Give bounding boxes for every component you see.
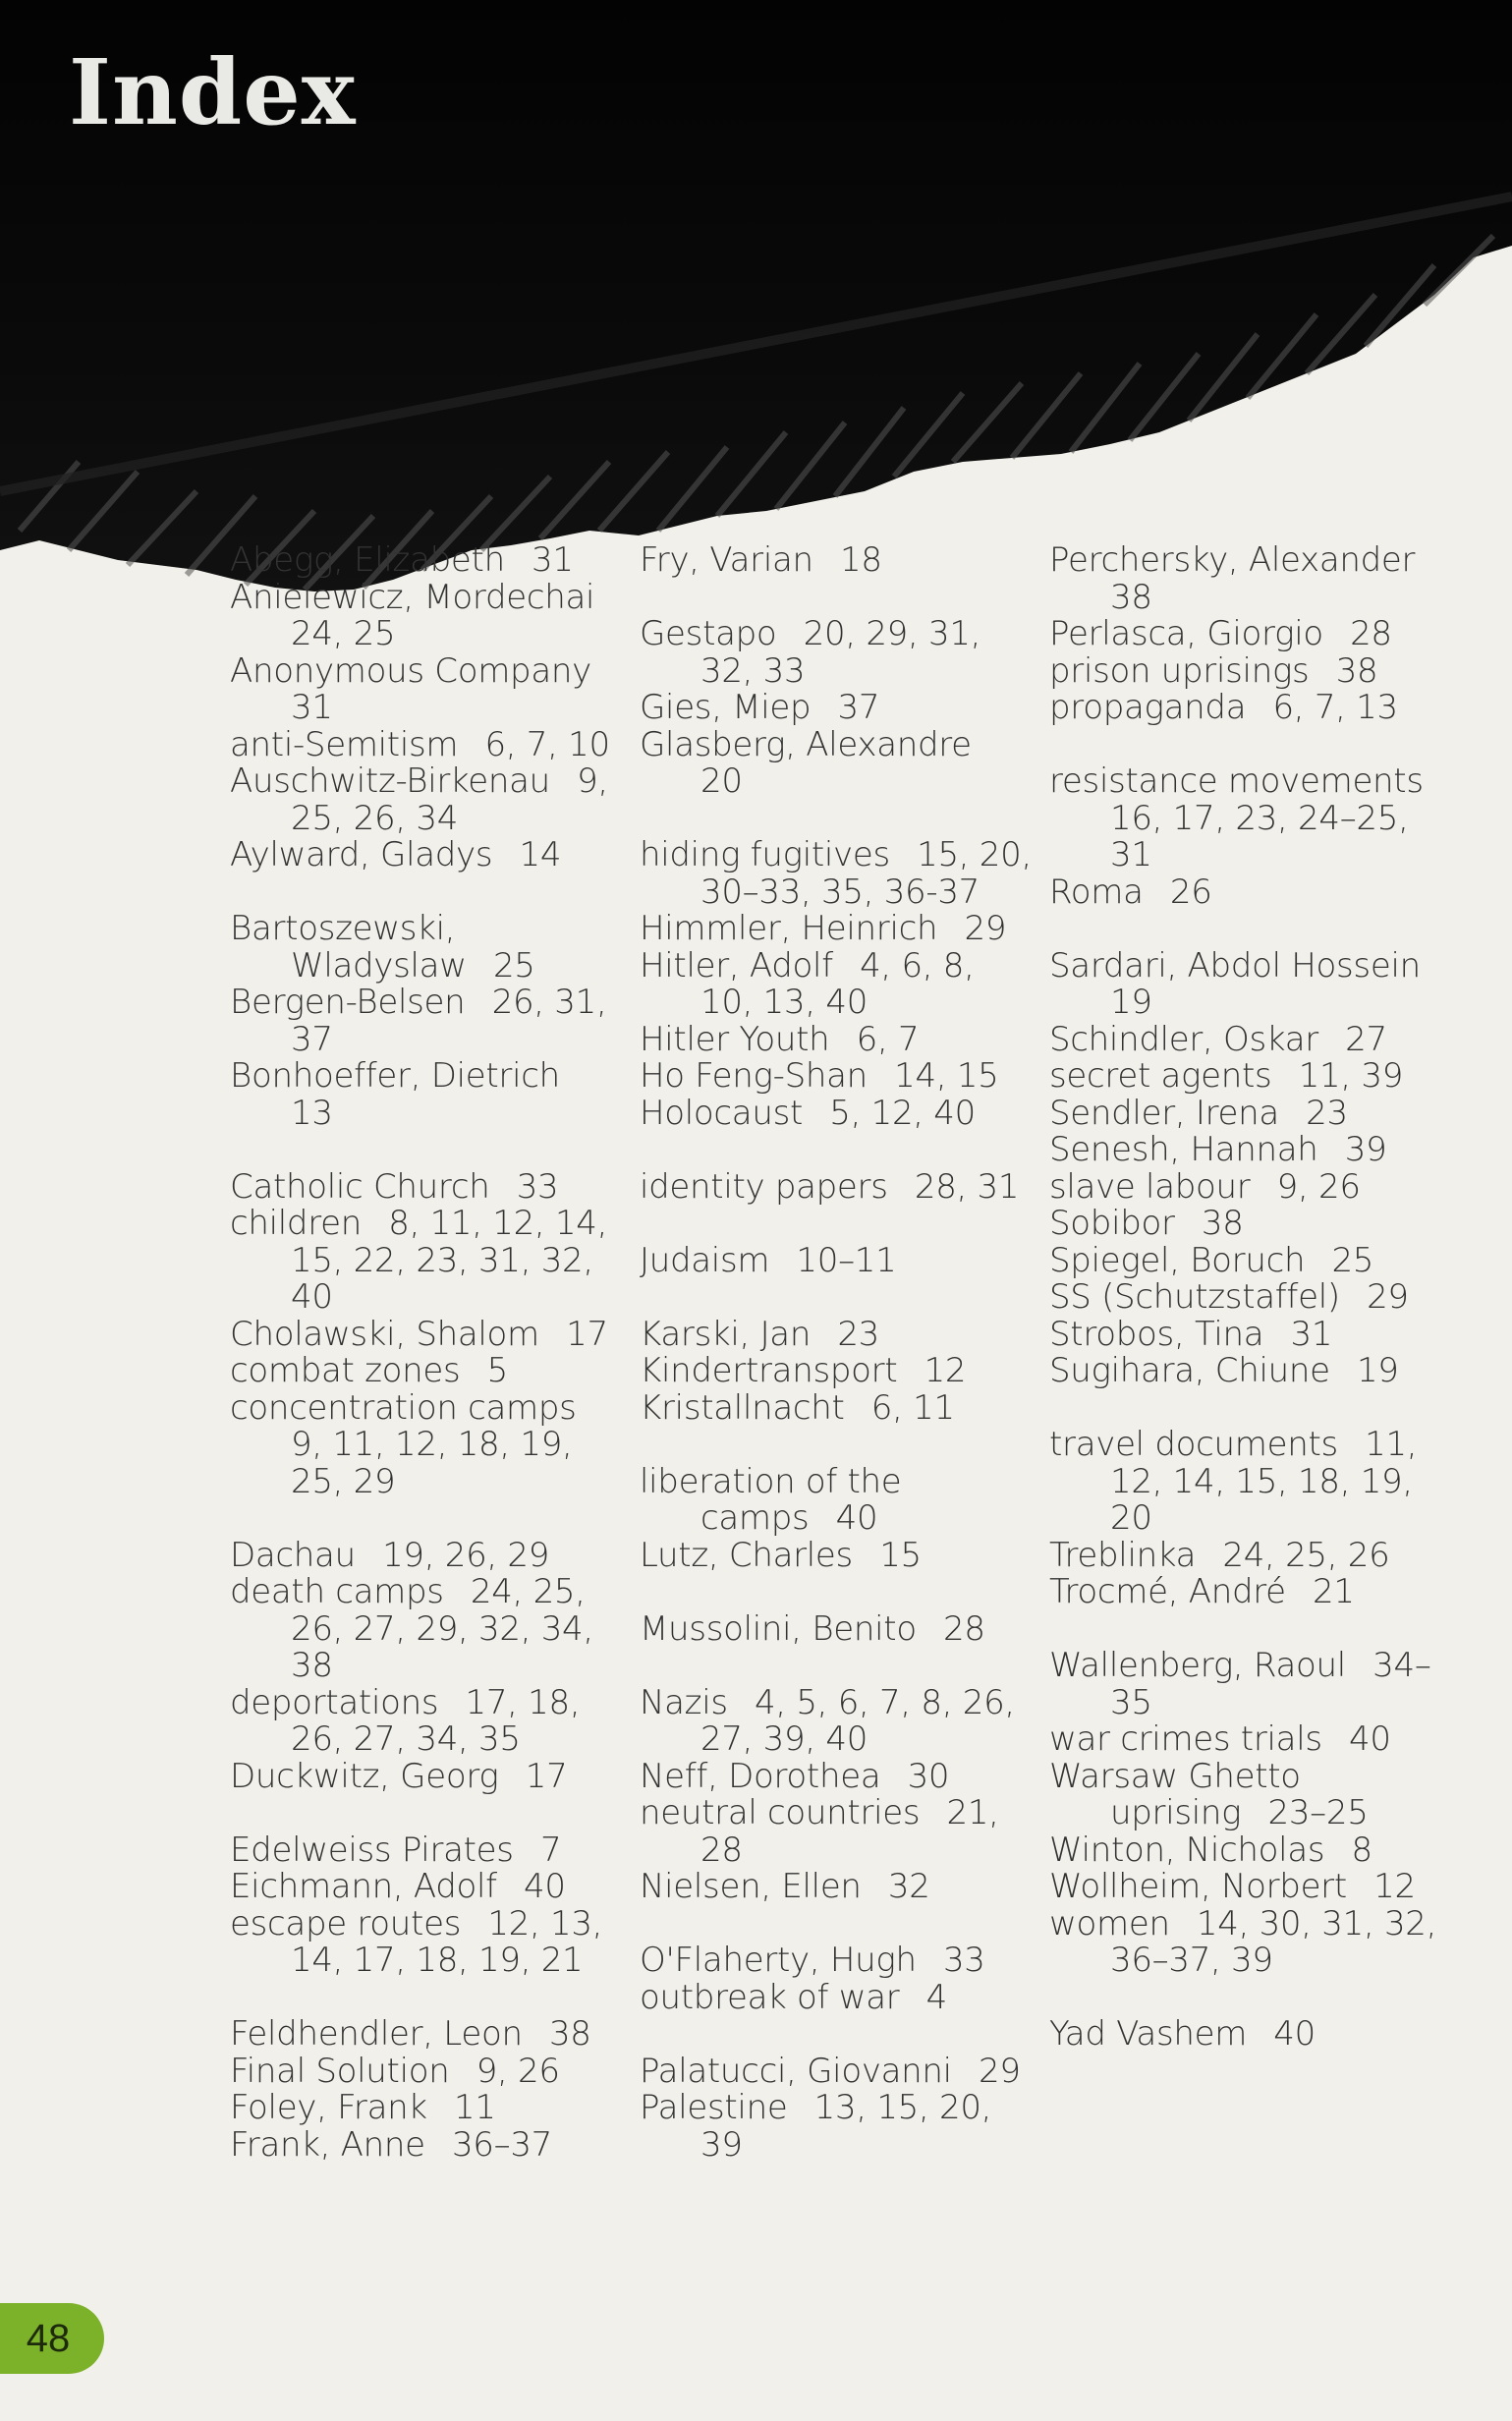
index-pages: 6, 7 [856,1019,920,1059]
index-term: Aylward, Gladys [230,835,493,874]
index-term: Himmler, Heinrich [640,909,938,948]
index-pages: 29 [964,909,1007,948]
letter-group-gap [1049,1980,1442,2017]
index-entry [640,542,1033,580]
index-entry [1049,1206,1442,1243]
index-entry [1049,763,1442,874]
index-term: Sendler, Irena [1049,1093,1279,1133]
index-entry [230,1535,623,1575]
index-pages: 28 [1350,614,1392,653]
index-entry [1049,1574,1442,1611]
index-pages: 24, 25, 26, 27, 29, 32, 34, 38 [291,1572,593,1685]
letter-group-gap [640,1206,1033,1243]
index-term: Bartoszewski, Wladyslaw [230,909,467,985]
index-term: secret agents [1049,1056,1272,1096]
index-entry [640,1608,1033,1649]
index-pages: 33 [516,1166,559,1207]
index-entry [1049,1903,1442,1980]
index-entry [640,1942,1033,1980]
index-entry [230,2124,623,2165]
index-pages: 24, 25 [291,614,396,653]
index-term: anti-Semitism [230,724,459,764]
index-pages: 28, 31 [914,1166,1020,1207]
index-pages: 9, 11, 12, 18, 19, 25, 29 [291,1425,573,1501]
index-entry [230,985,623,1058]
index-term: war crimes trials [1049,1719,1322,1759]
index-term: Palatucci, Giovanni [640,2051,952,2091]
index-pages: 31 [291,688,333,727]
index-term: Frank, Anne [230,2124,425,2165]
index-term: Palestine [640,2088,788,2127]
index-pages: 40 [1273,2014,1316,2054]
index-entry [230,724,623,764]
index-term: O'Flaherty, Hugh [640,1941,917,1980]
index-pages: 12, 13, 14, 17, 18, 19, 21 [291,1903,603,1980]
index-term: Wollheim, Norbert [1049,1867,1347,1906]
index-term: Duckwitz, Georg [230,1756,499,1796]
index-entry [230,577,623,653]
index-pages: 33 [942,1941,985,1980]
index-term: Holocaust [640,1093,804,1133]
index-entry [640,911,1033,948]
index-entry [230,1682,623,1759]
index-term: Spiegel, Boruch [1049,1240,1306,1280]
index-entry [1049,1093,1442,1133]
index-term: liberation of the camps [640,1461,902,1538]
letter-group-gap [640,1648,1033,1685]
index-entry [1049,1058,1442,1096]
index-term: Glasberg, Alexandre [640,724,972,764]
index-column-3 [1049,542,1442,2054]
index-pages: 13, 15, 20, 39 [700,2088,992,2165]
index-pages: 23 [1306,1093,1348,1133]
index-entry [230,837,623,874]
index-entry [1049,1869,1442,1906]
index-entry [640,1535,1033,1575]
letter-group-gap [640,1906,1033,1943]
index-term: Treblinka [1049,1535,1197,1575]
letter-group-gap [1049,1611,1442,1649]
index-term: Trocmé, André [1049,1572,1286,1611]
index-entry [1049,874,1442,912]
index-term: Anonymous Company [230,650,591,691]
index-pages: 4 [925,1977,948,2017]
index-entry [230,1206,623,1317]
index-term: Yad Vashem [1049,2014,1248,2054]
index-pages: 5, 12, 40 [829,1093,976,1133]
index-pages: 5 [486,1351,508,1390]
index-entry [640,2051,1033,2091]
index-pages: 11, 39 [1298,1056,1404,1096]
index-pages: 20, 29, 31, 32, 33 [700,614,981,691]
index-entry [230,1903,623,1980]
letter-group-gap [230,1795,623,1832]
index-entry [230,911,623,985]
index-term: hiding fugitives [640,835,890,874]
index-entry [1049,1166,1442,1207]
index-pages: 29 [979,2051,1021,2091]
index-entry [230,2051,623,2091]
index-pages: 11, 12, 14, 15, 18, 19, 20 [1110,1425,1418,1538]
index-pages: 38 [1201,1204,1244,1243]
index-term: Senesh, Hannah [1049,1130,1318,1169]
index-entry [640,1166,1033,1207]
index-term: Gestapo [640,614,777,653]
index-pages: 8, 11, 12, 14, 15, 22, 23, 31, 32, 40 [291,1204,608,1317]
index-pages: 14, 30, 31, 32, 36–37, 39 [1110,1903,1437,1980]
index-entry [1049,690,1442,727]
index-entry [230,1166,623,1207]
index-term: Dachau [230,1535,356,1575]
header-brush-banner [0,0,1512,609]
letter-group-gap [640,580,1033,617]
index-term: Sobibor [1049,1204,1175,1243]
index-term: Sugihara, Chiune [1049,1351,1330,1390]
index-pages: 12 [924,1351,967,1390]
index-pages: 40 [524,1867,566,1906]
index-pages: 38 [548,2014,591,2054]
index-term: identity papers [640,1166,888,1207]
index-entry [1049,945,1442,1022]
index-term: Nielsen, Ellen [640,1867,862,1906]
index-term: Schindler, Oskar [1049,1019,1318,1059]
index-pages: 38 [1335,650,1378,691]
index-term: concentration camps [230,1387,577,1428]
index-entry [640,724,1033,801]
index-term: Anielewicz, Mordechai [230,577,595,617]
index-entry [230,763,623,837]
index-term: resistance movements [1049,761,1424,801]
index-entry [1049,1535,1442,1575]
index-term: propaganda [1049,688,1247,727]
index-pages: 14 [519,835,562,874]
index-entry [230,1387,623,1501]
index-pages: 24, 25, 26 [1222,1535,1390,1575]
index-term: Wallenberg, Raoul [1049,1646,1346,1685]
index-entry [1049,1721,1442,1759]
index-entry [230,1832,623,1870]
index-entry [230,2090,623,2127]
index-entry [640,1019,1033,1059]
index-term: Lutz, Charles [640,1535,853,1575]
index-term: Final Solution [230,2051,450,2091]
index-pages: 40 [1348,1719,1391,1759]
index-entry [230,1574,623,1685]
index-entry [640,1058,1033,1096]
index-pages: 40 [835,1498,878,1538]
index-entry [230,542,623,580]
index-term: Strobos, Tina [1049,1314,1264,1354]
index-entry [1049,650,1442,691]
index-entry [1049,1240,1442,1280]
index-term: escape routes [230,1903,462,1943]
index-entry [640,1682,1033,1759]
index-entry [230,1756,623,1796]
index-pages: 27 [1345,1019,1387,1059]
index-term: Eichmann, Adolf [230,1867,497,1906]
index-pages: 11 [454,2088,496,2127]
index-pages: 31 [532,540,574,580]
index-pages: 6, 7, 13 [1272,688,1398,727]
index-pages: 37 [837,688,880,727]
index-entry [1049,1648,1442,1721]
index-term: Gies, Miep [640,688,812,727]
index-pages: 9, 26 [1276,1166,1361,1207]
index-pages: 17 [566,1314,608,1354]
index-term: Catholic Church [230,1166,490,1207]
index-pages: 25 [492,945,535,985]
index-term: deportations [230,1682,439,1722]
index-pages: 6, 7, 10 [484,724,610,764]
index-entry [1049,542,1442,616]
index-entry [640,1314,1033,1354]
index-pages: 29 [1367,1277,1409,1317]
index-column-2 [640,542,1033,2164]
index-term: Nazis [640,1682,728,1722]
letter-group-gap [230,1980,623,2017]
index-term: combat zones [230,1351,461,1390]
index-term: Abegg, Elizabeth [230,540,505,580]
index-entry [640,1461,1033,1538]
index-pages: 10–11 [796,1240,897,1280]
index-term: outbreak of war [640,1977,900,2017]
index-entry [230,2016,623,2054]
index-pages: 34–35 [1110,1646,1431,1722]
index-term: Auschwitz-Birkenau [230,761,550,801]
index-entry [1049,2016,1442,2054]
index-pages: 6, 11 [870,1387,955,1428]
index-pages: 9, 26 [476,2051,560,2091]
index-pages: 39 [1344,1130,1387,1169]
index-term: Foley, Frank [230,2088,427,2127]
index-pages: 7 [539,1830,562,1870]
index-pages: 14, 15 [894,1056,999,1096]
letter-group-gap [1049,1390,1442,1428]
index-pages: 9, 25, 26, 34 [291,761,608,838]
index-entry [640,616,1033,690]
letter-group-gap [1049,727,1442,764]
index-term: Judaism [640,1240,770,1280]
letter-group-gap [640,1574,1033,1611]
index-entry [640,1387,1033,1428]
index-entry [640,945,1033,1022]
index-term: Perlasca, Giorgio [1049,614,1323,653]
index-term: neutral countries [640,1793,921,1832]
index-entry [230,1353,623,1390]
letter-group-gap [1049,911,1442,948]
index-term: Karski, Jan [640,1314,812,1354]
index-entry [1049,1832,1442,1870]
index-term: Bergen-Belsen [230,983,466,1022]
index-pages: 30 [907,1756,950,1796]
index-term: Hitler Youth [640,1019,830,1059]
index-term: death camps [230,1572,444,1611]
index-pages: 26, 31, 37 [291,983,607,1059]
letter-group-gap [640,801,1033,838]
index-term: Sardari, Abdol Hossein [1049,945,1421,985]
index-pages: 19 [1110,983,1152,1022]
letter-group-gap [640,2016,1033,2054]
index-entry [640,1353,1033,1390]
index-entry [640,1795,1033,1869]
index-term: Fry, Varian [640,540,813,580]
index-pages: 19, 26, 29 [382,1535,550,1575]
letter-group-gap [230,1132,623,1169]
letter-group-gap [640,1132,1033,1169]
index-pages: 36–37 [451,2124,552,2165]
index-pages: 28 [943,1608,985,1649]
index-entry [230,1058,623,1132]
page-number-badge [0,2303,104,2374]
index-pages: 32 [887,1867,930,1906]
index-term: women [1049,1903,1170,1943]
index-column-1 [230,542,623,2164]
index-pages: 26 [1169,872,1212,912]
index-entry [230,1869,623,1906]
index-term: Hitler, Adolf [640,945,833,985]
index-entry [640,690,1033,727]
letter-group-gap [230,1500,623,1538]
index-pages: 4, 5, 6, 7, 8, 26, 27, 39, 40 [700,1682,1015,1759]
index-entry [640,837,1033,911]
index-pages: 38 [1110,577,1152,617]
index-term: prison uprisings [1049,650,1310,691]
index-entry [640,1756,1033,1796]
index-pages: 15, 20, 30–33, 35, 36-37 [700,835,1032,912]
index-entry [1049,1019,1442,1059]
index-entry [1049,1756,1442,1832]
index-term: SS (Schutzstaffel) [1049,1277,1340,1317]
index-entry [1049,1427,1442,1538]
index-pages: 8 [1351,1830,1372,1870]
letter-group-gap [640,1427,1033,1464]
index-pages: 23–25 [1267,1793,1369,1832]
index-entry [640,1869,1033,1906]
index-term: Cholawski, Shalom [230,1314,539,1354]
index-term: Warsaw Ghetto uprising [1049,1756,1301,1832]
index-entry [1049,1353,1442,1390]
index-pages: 18 [839,540,882,580]
index-pages: 23 [837,1314,879,1354]
index-term: Kristallnacht [640,1387,845,1428]
index-entry [1049,616,1442,653]
index-term: Winton, Nicholas [1049,1830,1325,1870]
index-term: Mussolini, Benito [640,1608,917,1649]
letter-group-gap [230,874,623,912]
index-term: Neff, Dorothea [640,1756,881,1796]
index-term: slave labour [1049,1166,1251,1207]
index-pages: 15 [879,1535,922,1575]
index-term: Roma [1049,872,1144,912]
index-entry [640,1240,1033,1280]
index-entry [230,650,623,727]
letter-group-gap [640,1279,1033,1317]
index-pages: 21 [1313,1572,1355,1611]
index-term: travel documents [1049,1425,1338,1464]
index-pages: 13 [291,1093,333,1133]
index-pages: 20 [700,761,743,801]
index-entry [640,1093,1033,1133]
index-pages: 12 [1373,1867,1416,1906]
index-pages: 4, 6, 8, 10, 13, 40 [700,945,975,1022]
index-term: Bonhoeffer, Dietrich [230,1056,560,1096]
index-entry [640,2090,1033,2164]
index-pages: 25 [1331,1240,1374,1280]
index-entry [1049,1314,1442,1354]
index-term: children [230,1204,363,1243]
index-entry [1049,1132,1442,1169]
index-pages: 16, 17, 23, 24–25, 31 [1110,798,1409,874]
index-pages: 17, 18, 26, 27, 34, 35 [291,1682,581,1759]
index-term: Ho Feng-Shan [640,1056,868,1096]
index-pages: 17 [525,1756,568,1796]
page-number: 48 [26,2316,71,2360]
index-entry [1049,1279,1442,1317]
index-entry [640,1977,1033,2017]
index-term: Kindertransport [640,1351,898,1390]
index-pages: 21, 28 [700,1793,999,1870]
index-entry [230,1314,623,1354]
index-pages: 19 [1356,1351,1399,1390]
index-pages: 31 [1290,1314,1333,1354]
index-term: Feldhendler, Leon [230,2014,523,2054]
index-term: Perchersky, Alexander [1049,540,1416,580]
page-title: Index [69,39,357,145]
index-term: Edelweiss Pirates [230,1830,514,1870]
